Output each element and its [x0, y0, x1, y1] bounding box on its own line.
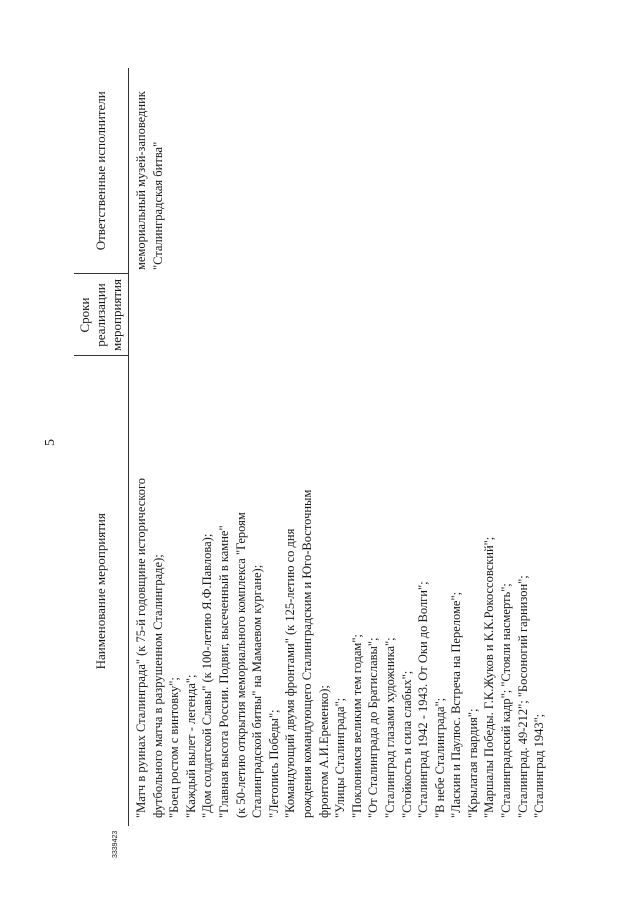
table-row [129, 68, 548, 826]
event-list-item: "Сталинград. 49-212"; "Босоногий гарнизон"; [515, 575, 530, 818]
page-number: 5 [43, 439, 58, 446]
header-timing: Сроки реализации мероприятия [74, 274, 129, 356]
event-list-item: "Дом солдатской Славы" (к 100-летию Я.Ф.Павлова); [200, 533, 215, 818]
event-list-item: "Улицы Сталинграда"; [333, 697, 348, 818]
event-list-item: "От Сталинграда до Братиславы"; [366, 637, 381, 818]
event-list-item: "Стойкость и сила слабых"; [399, 670, 414, 818]
header-event-name: Наименование мероприятия [74, 356, 129, 826]
event-list-cell [129, 356, 548, 826]
event-list-item: "Сталинград 1942 - 1943. От Оки до Волги"; [416, 581, 431, 818]
event-list-item: "Каждый вылет - легенда"; [183, 674, 198, 818]
event-list-item: "Сталинград глазами художника"; [382, 637, 397, 818]
event-list-item: "Сталинградский кадр"; "Стояли насмерть"; [499, 583, 514, 818]
event-list-item: "Главная высота России. Подвиг, высеченный в камне" (к 50-летию открытия мемориального комплекса "Героям Сталинградской битвы" на Мамаевом кургане); [216, 512, 265, 818]
event-list-item: "Маршалы Победы. Г.К.Жуков и К.К.Рокоссовский"; [482, 536, 497, 818]
event-list-item: "Ласкин и Паулюс. Встреча на Переломе"; [449, 591, 464, 818]
events-table-sheet [74, 68, 547, 826]
event-list-item: "Летопись Победы"; [266, 709, 281, 818]
table-header-row [74, 68, 129, 826]
event-list-item: "Командующий двумя фронтами" (к 125-летию со дня рождения командующего Сталинградским и Юго-Восточным фронтом А.И.Еременко); [283, 489, 331, 818]
event-list-item: "Сталинград 1943"; [532, 713, 547, 818]
event-list-item: "В небе Сталинграда"; [432, 697, 447, 818]
timing-cell [129, 274, 548, 356]
event-list-item: "Поклонимся великим тем годам"; [349, 634, 364, 818]
responsible-cell [129, 68, 548, 274]
event-list-item: "Боец ростом с винтовку"; [167, 677, 182, 818]
header-responsible: Ответственные исполнители [74, 68, 129, 274]
events-table [74, 68, 548, 826]
document-code: 3339423 [112, 830, 119, 858]
responsible-text: мемориальный музей-заповедник "Сталинградская битва" [134, 91, 165, 270]
event-list-item: "Матч в руинах Сталинграда" (к 75-й годовщине исторического футбольного матча в разрушенном Сталинграде); [134, 477, 165, 818]
event-list-item: "Крылатая гвардия"; [465, 708, 480, 818]
